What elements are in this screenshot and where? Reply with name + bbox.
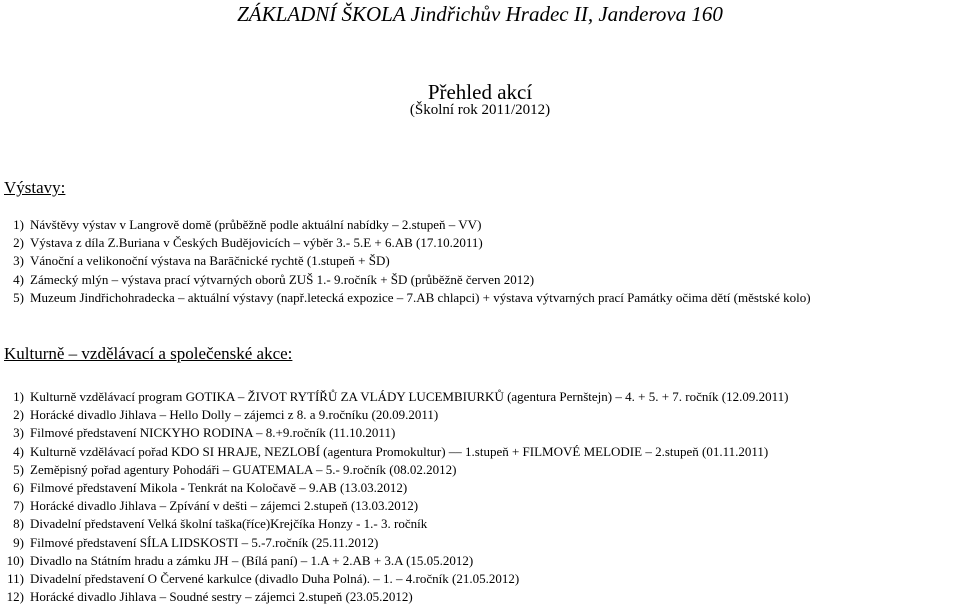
school-title: ZÁKLADNÍ ŠKOLA Jindřichův Hradec II, Janderova 160 — [237, 2, 723, 26]
item-text: Návštěvy výstav v Langrově domě (průběžně podle aktuální nabídky – 2.stupeň – VV) — [30, 217, 482, 232]
list-item — [4, 570, 788, 588]
item-text: Filmové představení Mikola - Tenkrát na Koločavě – 9.AB (13.03.2012) — [30, 479, 408, 495]
item-number: 2) — [13, 407, 24, 423]
list-item — [4, 388, 788, 406]
list-item — [4, 424, 788, 442]
item-text: Zeměpisný pořad agentury Pohodáři – GUATEMALA – 5.- 9.ročník (08.02.2012) — [30, 461, 457, 477]
list-item — [4, 461, 788, 479]
item-text: Kulturně vzdělávací pořad KDO SI HRAJE, NEZLOBÍ (agentura Promokultur) –– 1.stupeň + FILMOVÉ MELODIE – 2.stupeň (01.11.2011) — [30, 443, 769, 459]
overview-title: Přehled akcí — [427, 80, 533, 104]
item-text: Výstava z díla Z.Buriana v Českých Budějovicích – výběr 3.- 5.E + 6.AB (17.10.2011) — [30, 235, 483, 251]
item-text: Horácké divadlo Jihlava – Zpívání v dešti – zájemci 2.stupeň (13.03.2012) — [30, 498, 419, 514]
item-number: 5) — [13, 461, 24, 477]
item-text: Divadlo na Státním hradu a zámku JH – (Bílá paní) – 1.A + 2.AB + 3.A (15.05.2012) — [30, 552, 474, 568]
item-text: Horácké divadlo Jihlava – Soudné sestry – zájemci 2.stupeň (23.05.2012) — [30, 589, 413, 605]
item-text: Divadelní představení O Červené karkulce (divadlo Duha Polná). – 1. – 4.ročník (21.05.2012) — [30, 570, 520, 586]
item-text: Horácké divadlo Jihlava – Hello Dolly – zájemci z 8. a 9.ročníku (20.09.2011) — [30, 407, 439, 423]
cultural-heading: Kulturně – vzdělávací a společenské akce: — [4, 344, 293, 363]
item-number: 6) — [13, 479, 24, 495]
list-item — [4, 534, 788, 552]
item-text: Filmové představení SÍLA LIDSKOSTI – 5.-7.ročník (25.11.2012) — [30, 534, 379, 550]
list-item — [4, 406, 788, 424]
list-item — [4, 479, 788, 497]
list-item — [4, 515, 788, 533]
item-number: 10) — [6, 552, 24, 568]
list-item — [4, 234, 811, 252]
item-text: Vánoční a velikonoční výstava na Barāčnické rychtě (1.stupeň + ŠD) — [30, 253, 390, 269]
cultural-list — [4, 388, 788, 606]
item-text: Muzeum Jindřichohradecka – aktuální výstavy (např.letecká expozice – 7.AB chlapci) + výstava výtvarných prací Památky očima dětí (městské kolo) — [30, 289, 811, 305]
item-number: 4) — [13, 271, 24, 287]
item-text: Zámecký mlýn – výstava prací výtvarných oborů ZUŠ 1.- 9.ročník + ŠD (průběžně červen 2012) — [30, 271, 535, 287]
item-number: 11) — [7, 570, 24, 586]
school-year: (Školní rok 2011/2012) — [409, 102, 551, 118]
item-text: Divadelní představení Velká školní taška(říce)Krejčíka Honzy - 1.- 3. ročník — [30, 516, 428, 532]
item-text: Kulturně vzdělávací program GOTIKA – ŽIVOT RYTÍŘŮ ZA VLÁDY LUCEMBIURKŮ (agentura Pernštejn) – 4. + 5. + 7. ročník (12.09.2011) — [30, 389, 789, 404]
item-number: 8) — [13, 516, 24, 532]
item-text: Filmové představení NICKYHO RODINA – 8.+9.ročník (11.10.2011) — [30, 425, 396, 441]
list-item — [4, 271, 811, 289]
item-number: 5) — [13, 289, 24, 305]
item-number: 4) — [13, 443, 24, 459]
exhibitions-heading: Výstavy: — [4, 178, 66, 197]
list-item — [4, 216, 811, 234]
exhibitions-list — [4, 216, 811, 307]
list-item — [4, 552, 788, 570]
list-item — [4, 443, 788, 461]
list-item — [4, 252, 811, 270]
list-item — [4, 497, 788, 515]
item-number: 3) — [13, 253, 24, 269]
item-number: 9) — [13, 534, 24, 550]
list-item — [4, 289, 811, 307]
item-number: 1) — [13, 217, 24, 232]
item-number: 1) — [13, 389, 24, 404]
item-number: 3) — [13, 425, 24, 441]
item-number: 2) — [13, 235, 24, 251]
item-number: 7) — [13, 498, 24, 514]
item-number: 12) — [6, 589, 24, 605]
list-item — [4, 588, 788, 606]
